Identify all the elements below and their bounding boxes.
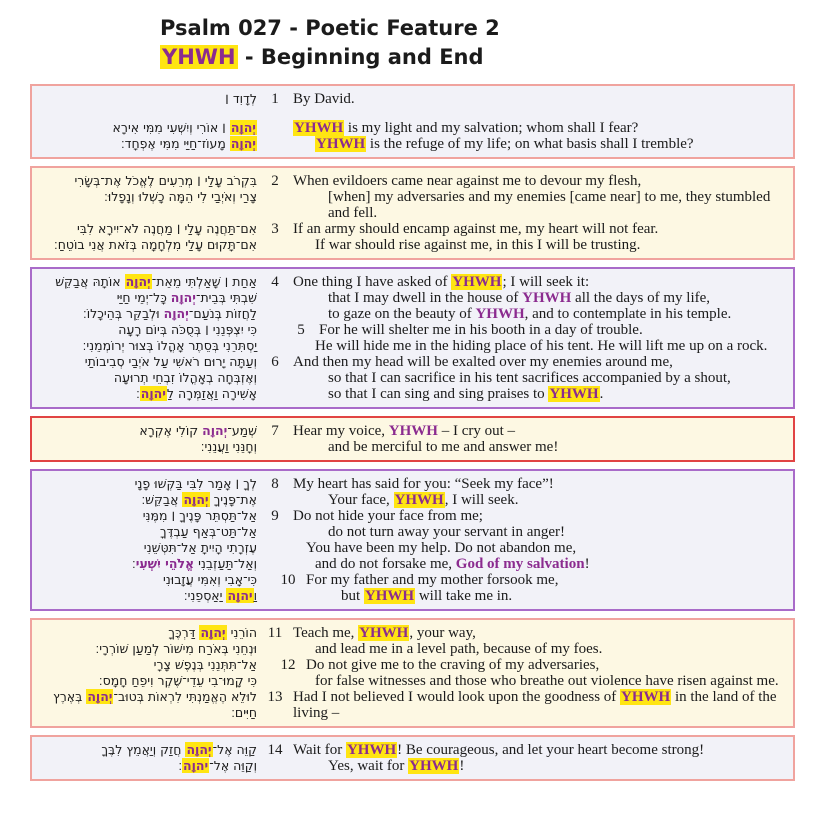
hebrew-line <box>42 322 283 338</box>
english-line <box>306 524 783 540</box>
yhwh-highlight: YHWH <box>394 492 444 508</box>
verse-row <box>42 524 783 540</box>
hebrew-line <box>42 189 270 205</box>
hebrew-line <box>42 370 270 386</box>
hebrew-text: אַל־תַּסְתֵּר פָּנֶיךָ ׀ מִמֶּנִּי <box>142 508 257 523</box>
english-line <box>293 354 783 370</box>
verse-row <box>42 120 783 136</box>
verse-row <box>42 439 783 455</box>
english-line <box>293 508 783 524</box>
english-line <box>293 237 783 253</box>
yhwh-highlight: YHWH <box>364 588 415 604</box>
divine-name-purple: יְהוָה <box>170 290 196 305</box>
english-line <box>293 476 783 492</box>
hebrew-text: וְקַוֵּה אֶל־ <box>209 758 257 773</box>
hebrew-line <box>42 274 257 290</box>
hebrew-line <box>42 758 270 774</box>
english-text: Teach me, <box>293 625 359 641</box>
verse-row <box>42 136 783 152</box>
hebrew-text: וַ <box>253 588 257 603</box>
hebrew-text: וְאֶזְבְּחָה בְאָהֳלוֹ זִבְחֵי תְרוּעָה <box>113 370 257 385</box>
hebrew-text: כָּל־יְמֵי חַיַּי <box>116 290 171 305</box>
hebrew-text: עֶזְרָתִי הָיִיתָ אַל־תִּטְּשֵׁנִי <box>143 540 257 555</box>
verse-section <box>30 469 795 611</box>
english-text: You have been my help. Do not abandon me, <box>306 540 577 556</box>
english-text: Had I not believed I would look upon the goodness of <box>293 689 621 705</box>
english-text: Hear my voice, <box>293 423 389 439</box>
verse-row <box>42 657 783 673</box>
english-text: For my father and my mother forsook me, <box>306 572 559 588</box>
hebrew-text: אֲבַקֵּשׁ׃ <box>141 492 183 507</box>
hebrew-text: ׃ <box>132 556 136 571</box>
english-text: Wait for <box>293 742 346 758</box>
verse-number: 3 <box>271 221 279 237</box>
yhwh-highlight: יְהוָה <box>230 136 256 151</box>
english-line <box>293 556 783 572</box>
english-text: One thing I have asked of <box>293 274 452 290</box>
hebrew-text: שִׁבְתִּי בְּבֵית־ <box>195 290 257 305</box>
english-line <box>293 742 783 758</box>
verse-row <box>42 338 783 354</box>
english-text: . <box>599 386 604 402</box>
verse-row <box>42 322 783 338</box>
english-line <box>306 290 783 306</box>
hebrew-text: אֶת־פָּנֶיךָ <box>209 492 257 507</box>
english-text: [when] my adversaries and my enemies [came near] to me, they stumbled and fell. <box>328 189 771 221</box>
verse-row <box>42 476 783 492</box>
english-line <box>293 91 783 107</box>
hebrew-line <box>42 476 257 492</box>
english-line <box>293 338 783 354</box>
english-text: is my light and my salvation; whom shall I fear? <box>344 120 639 136</box>
hebrew-text: אָשִׁירָה וַאֲזַמְּרָה לַ <box>166 386 257 401</box>
hebrew-line <box>42 439 270 455</box>
verse-row <box>42 237 783 253</box>
hebrew-text: וְחָנֵּנִי וַעֲנֵנִי׃ <box>200 439 257 454</box>
english-line <box>306 758 783 774</box>
verse-number: 5 <box>297 322 305 338</box>
verse-row <box>42 221 783 237</box>
page-title <box>160 14 825 43</box>
english-text: , and to contemplate in his temple. <box>524 306 732 322</box>
verse-row <box>42 540 783 556</box>
hebrew-line <box>42 492 270 508</box>
english-line <box>306 492 783 508</box>
hebrew-text: יַאַסְפֵנִי׃ <box>183 588 227 603</box>
yhwh-highlight: YHWH <box>294 120 344 136</box>
yhwh-highlight: יהוָה <box>183 758 209 773</box>
english-text: so that I can sacrifice in his tent sacrifices accompanied by a shout, <box>328 370 731 386</box>
yhwh-highlight: YHWH <box>409 758 459 774</box>
english-text: When evildoers came near against me to devour my flesh, <box>293 173 642 189</box>
verse-number: 4 <box>271 274 279 290</box>
verse-row <box>42 556 783 572</box>
english-line <box>293 423 783 439</box>
hebrew-text: וְעַתָּה יָרוּם רֹאשִׁי עַל אֹיְבַי סְבִיבוֹתַי <box>84 354 257 369</box>
yhwh-highlight: YHWH <box>359 625 409 641</box>
hebrew-line <box>42 338 257 354</box>
english-line <box>319 322 783 338</box>
verse-row <box>42 306 783 322</box>
english-text: all the days of my life, <box>571 290 711 306</box>
verse-number: 1 <box>271 91 279 107</box>
english-text: By David. <box>293 91 355 107</box>
hebrew-line <box>42 290 270 306</box>
hebrew-line <box>42 354 257 370</box>
verse-row <box>42 173 783 189</box>
hebrew-line <box>42 540 270 556</box>
hebrew-line <box>42 689 257 721</box>
divine-name-purple: God of my salvation <box>455 556 585 572</box>
hebrew-text: בְּאֶרֶץ חַיִּים׃ <box>52 689 257 720</box>
hebrew-text: כִּי־אָבִי וְאִמִּי עֲזָבוּנִי <box>163 572 257 587</box>
hebrew-text: דַּרְכֶּךָ <box>168 625 200 640</box>
verse-row <box>42 274 783 290</box>
english-text: If war should rise against me, in this I will be trusting. <box>315 237 641 253</box>
english-text: And then my head will be exalted over my enemies around me, <box>293 354 673 370</box>
english-text: that I may dwell in the house of <box>328 290 523 306</box>
verse-row <box>42 625 783 641</box>
english-line <box>306 572 783 588</box>
verse-row <box>42 386 783 402</box>
hebrew-text: הוֹרֵנִי <box>226 625 257 640</box>
verse-row <box>42 492 783 508</box>
divine-name-purple: אֱלֹהֵי יִשְׁעִי <box>135 556 195 571</box>
hebrew-text: וּלְבַקֵּר בְּהֵיכָלוֹ׃ <box>83 306 164 321</box>
hebrew-line <box>42 572 270 588</box>
english-line <box>293 274 783 290</box>
english-text: but <box>341 588 364 604</box>
verse-number: 10 <box>280 572 296 588</box>
english-text: ! <box>459 758 465 774</box>
verse-row <box>42 290 783 306</box>
hebrew-line <box>42 91 257 107</box>
english-line <box>306 657 783 673</box>
english-line <box>306 386 783 402</box>
english-line <box>293 673 783 689</box>
hebrew-text: לוּלֵא הֶאֱמַנְתִּי לִרְאוֹת בְּטוּב־ <box>113 689 257 704</box>
english-line <box>306 189 783 221</box>
verse-section <box>30 416 795 462</box>
verse-row <box>42 508 783 524</box>
verse-row <box>42 641 783 657</box>
hebrew-line <box>42 173 257 189</box>
verse-row <box>42 673 783 689</box>
hebrew-text: אִם־תָּקוּם עָלַי מִלְחָמָה בְּזֹאת אֲנִי בוֹטֵחַ׃ <box>54 237 257 252</box>
yhwh-highlight: יְהוָה <box>230 120 256 135</box>
verse-row <box>42 423 783 439</box>
yhwh-highlight: יהוָה <box>140 386 166 401</box>
english-text: and do not forsake me, <box>315 556 456 572</box>
divine-name-purple: YHWH <box>475 306 525 322</box>
verse-section <box>30 84 795 159</box>
hebrew-text: אַחַת ׀ שָׁאַלְתִּי מֵאֵת־ <box>151 274 257 289</box>
hebrew-text: לַחֲזוֹת בְּנֹעַם־ <box>188 306 257 321</box>
english-text: If an army should encamp against me, my heart will not fear. <box>293 221 659 237</box>
yhwh-highlight: יְהוָה <box>87 689 113 704</box>
divine-name-purple: יְהוָה <box>163 306 189 321</box>
hebrew-text: כִּי קָמוּ־בִי עֵדֵי־שֶׁקֶר וִיפֵחַ חָמָס׃ <box>98 673 257 688</box>
hebrew-text: אוֹתָהּ אֲבַקֵּשׁ <box>55 274 125 289</box>
hebrew-line <box>42 588 283 604</box>
page-subtitle <box>160 43 825 72</box>
sections <box>30 84 795 781</box>
english-line <box>293 173 783 189</box>
english-text: He will hide me in the hiding place of his tent. He will lift me up on a rock. <box>315 338 768 354</box>
english-text: ! Be courageous, and let your heart become strong! <box>397 742 705 758</box>
hebrew-line <box>42 556 257 572</box>
english-line <box>319 588 783 604</box>
hebrew-line <box>42 237 257 253</box>
verse-number: 11 <box>267 625 283 641</box>
verse-number: 13 <box>267 689 283 705</box>
english-text: and be merciful to me and answer me! <box>328 439 559 455</box>
verse-number: 6 <box>271 354 279 370</box>
english-text: do not turn away your servant in anger! <box>328 524 566 540</box>
divine-name-purple: יְהוָה <box>202 423 228 438</box>
yhwh-highlight: יְהוָה <box>200 625 226 640</box>
verse-section <box>30 166 795 260</box>
hebrew-text: אַל־תַּט־בְּאַף עַבְדֶּךָ <box>159 524 257 539</box>
english-text: so that I can sing and sing praises to <box>328 386 549 402</box>
yhwh-highlight: YHWH <box>621 689 671 705</box>
verse-number: 14 <box>267 742 283 758</box>
hebrew-text: לְדָוִד ׀ <box>225 91 257 106</box>
hebrew-text: וְאַל־תַּעַזְבֵנִי <box>194 556 257 571</box>
english-text: to gaze on the beauty of <box>328 306 476 322</box>
page-subtitle-text: - Beginning and End <box>237 45 484 69</box>
row-spacer <box>42 107 783 120</box>
hebrew-line <box>42 423 257 439</box>
divine-name-purple: YHWH <box>388 423 438 439</box>
verse-number: 8 <box>271 476 279 492</box>
verse-row <box>42 742 783 758</box>
hebrew-line <box>42 673 257 689</box>
english-line <box>293 120 783 136</box>
verse-row <box>42 689 783 721</box>
verse-row <box>42 370 783 386</box>
english-text: , I will seek. <box>444 492 519 508</box>
verse-number: 2 <box>271 173 279 189</box>
yhwh-highlight: YHWH <box>162 45 236 69</box>
english-text: and lead me in a level path, because of my foes. <box>315 641 603 657</box>
english-text: in the land of the living – <box>293 689 777 721</box>
english-text: will take me in. <box>415 588 513 604</box>
yhwh-highlight: יְהוָה <box>183 492 209 507</box>
verse-row <box>42 189 783 221</box>
english-text: My heart has said for you: “Seek my face”! <box>293 476 554 492</box>
verse-row <box>42 572 783 588</box>
english-text: ! <box>584 556 590 572</box>
hebrew-line <box>42 120 257 136</box>
english-text: Do not give me to the craving of my adversaries, <box>306 657 600 673</box>
hebrew-line <box>42 524 270 540</box>
page-title-text: Psalm 027 - Poetic Feature 2 <box>160 16 500 40</box>
english-line <box>306 370 783 386</box>
hebrew-text: ׃ <box>178 758 183 773</box>
divine-name-purple: YHWH <box>522 290 572 306</box>
hebrew-text: קוֹלִי אֶקְרָא <box>139 423 203 438</box>
verse-number: 9 <box>271 508 279 524</box>
english-text: is the refuge of my life; on what basis shall I tremble? <box>366 136 694 152</box>
english-line <box>293 625 783 641</box>
yhwh-highlight: YHWH <box>346 742 397 758</box>
english-text: – I cry out – <box>437 423 516 439</box>
hebrew-text: קַוֵּה אֶל־ <box>212 742 257 757</box>
hebrew-text: ׃ <box>136 386 140 401</box>
verse-section <box>30 618 795 728</box>
hebrew-text: מָעוֹז־חַיַּי מִמִּי אֶפְחָד׃ <box>120 136 230 151</box>
hebrew-text: חֲזַק וְיַאֲמֵץ לִבֶּךָ <box>101 742 186 757</box>
hebrew-line <box>42 641 257 657</box>
title-block <box>160 14 825 72</box>
hebrew-text: כִּי יִצְפְּנֵנִי ׀ בְּסֻכֹּה בְּיוֹם רָעָה <box>118 322 257 337</box>
english-text: For he will shelter me in his booth in a day of trouble. <box>319 322 643 338</box>
hebrew-line <box>42 221 257 237</box>
english-line <box>293 641 783 657</box>
hebrew-line <box>42 386 270 402</box>
verse-number: 7 <box>271 423 279 439</box>
yhwh-highlight: יְהוָה <box>125 274 151 289</box>
yhwh-highlight: YHWH <box>316 136 366 152</box>
english-line <box>306 306 783 322</box>
english-text: ; I will seek it: <box>502 274 590 290</box>
hebrew-text: אִם־תַּחֲנֶה עָלַי ׀ מַחֲנֶה לֹא־יִירָא לִבִּי <box>76 221 257 236</box>
verse-row <box>42 91 783 107</box>
english-line <box>306 439 783 455</box>
hebrew-line <box>42 657 270 673</box>
hebrew-text: בִּקְרֹב עָלַי ׀ מְרֵעִים לֶאֱכֹל אֶת־בְּשָׂרִי <box>74 173 257 188</box>
hebrew-text: וּנְחֵנִי בְּאֹרַח מִישׁוֹר לְמַעַן שׁוֹרְרָי׃ <box>95 641 257 656</box>
verse-number: 12 <box>280 657 296 673</box>
hebrew-text: ׀ אוֹרִי וְיִשְׁעִי מִמִּי אִירָא <box>112 120 230 135</box>
english-text: , your way, <box>409 625 476 641</box>
yhwh-highlight: YHWH <box>452 274 502 290</box>
hebrew-line <box>42 508 257 524</box>
english-text: for false witnesses and those who breathe out violence have risen against me. <box>315 673 779 689</box>
hebrew-text: יַסְתִּרֵנִי בְּסֵתֶר אָהֳלוֹ בְּצוּר יְרוֹמְמֵנִי׃ <box>82 338 257 353</box>
english-line <box>306 540 783 556</box>
english-text: Your face, <box>328 492 394 508</box>
hebrew-text: צָרַי וְאֹיְבַי לִי הֵמָּה כָשְׁלוּ וְנָפָלוּ׃ <box>104 189 257 204</box>
hebrew-text: לְךָ ׀ אָמַר לִבִּי בַּקְּשׁוּ פָנָי <box>134 476 257 491</box>
hebrew-line <box>42 742 257 758</box>
hebrew-text: שְׁמַע־ <box>227 423 257 438</box>
hebrew-line <box>42 306 270 322</box>
yhwh-highlight: YHWH <box>549 386 599 402</box>
english-text: Do not hide your face from me; <box>293 508 483 524</box>
yhwh-highlight: יְהוָה <box>186 742 212 757</box>
verse-section <box>30 735 795 781</box>
english-line <box>293 221 783 237</box>
english-line <box>293 689 783 721</box>
verse-section <box>30 267 795 409</box>
hebrew-line <box>42 136 257 152</box>
english-line <box>293 136 783 152</box>
hebrew-line <box>42 625 257 641</box>
verse-row <box>42 758 783 774</box>
yhwh-highlight: יהוָה <box>227 588 253 603</box>
hebrew-text: אַל־תִּתְּנֵנִי בְּנֶפֶשׁ צָרָי <box>153 657 257 672</box>
english-text: Yes, wait for <box>328 758 409 774</box>
verse-row <box>42 588 783 604</box>
verse-row <box>42 354 783 370</box>
